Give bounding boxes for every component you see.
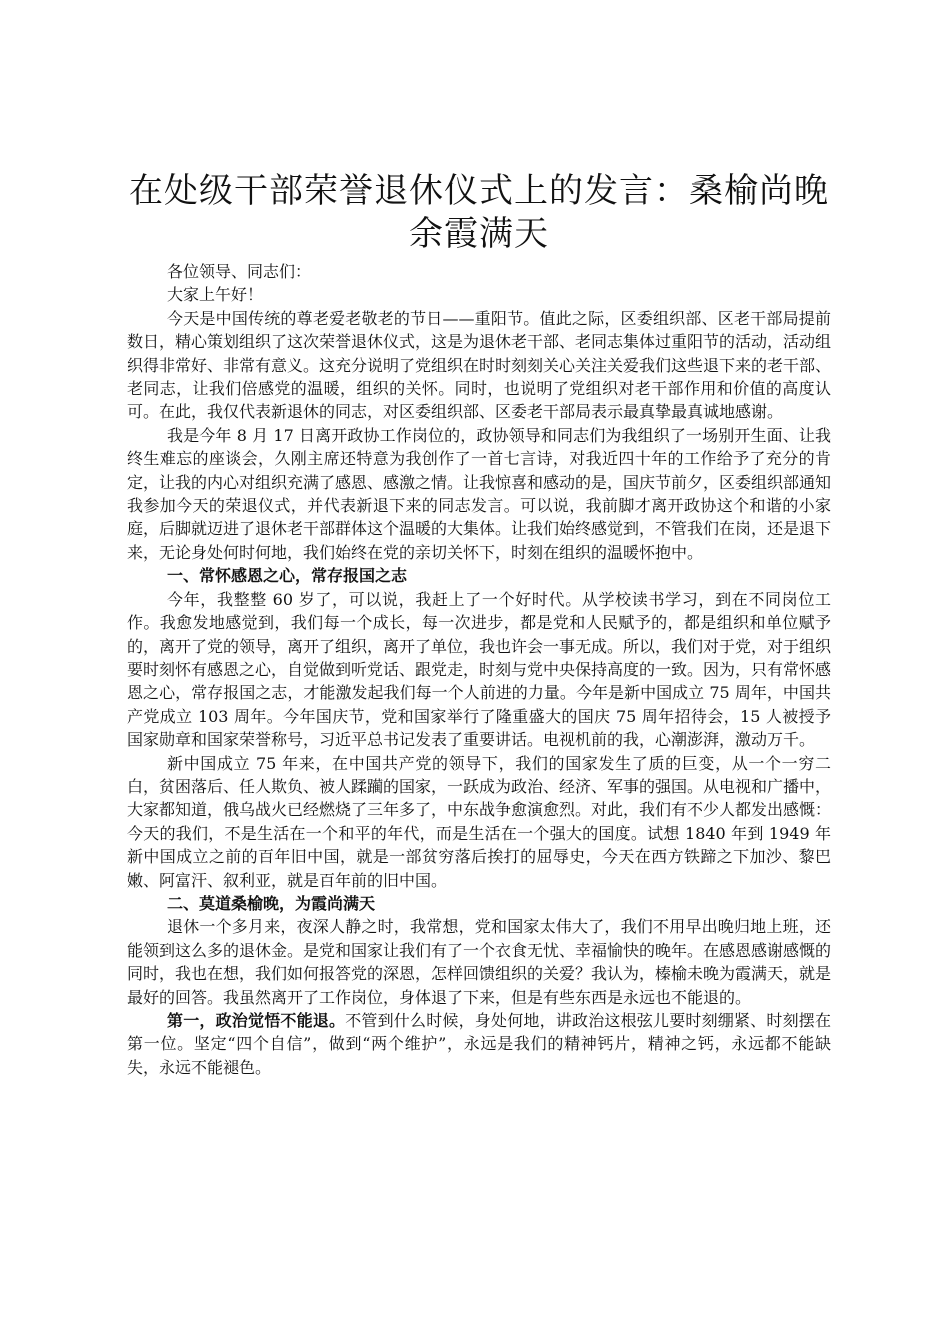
- section-heading-1: 一、常怀感恩之心，常存报国之志: [167, 566, 408, 586]
- paragraph-6: [127, 1009, 831, 1079]
- paragraph-3: 今年，我整整 60 岁了，可以说，我赶上了一个好时代。从学校读书学习，到在不同岗位工作。我愈发地感觉到，我们每一个成长，每一次进步，都是党和人民赋予的，都是组织和单位赋予的，离开了党的领导，离开了组织，离开了单位，我也许会一事无成。所以，我们对于党，对于组织要时刻怀有感恩之心，自觉做到听党话、跟党走，时刻与党中央保持高度的一致。因为，只有常怀感恩之心，常存报国之志，才能激发起我们每一个人前进的力量。今年是新中国成立 75 周年，中国共产党成立 103 周年。今年国庆节，党和国家举行了隆重盛大的国庆 75 周年招待会，15 人被授予国家勋章和国家荣誉称号，习近平总书记发表了重要讲话。电视机前的我，心潮澎湃，激动万千。: [127, 589, 832, 750]
- greeting-line: 各位领导、同志们：: [167, 262, 312, 281]
- salute-line: 大家上午好！: [167, 285, 264, 305]
- paragraph-5: 退休一个多月来，夜深人静之时，我常想，党和国家太伟大了，我们不用早出晚归地上班，还能领到这么多的退休金。是党和国家让我们有了一个衣食无忧、幸福愉快的晚年。在感恩感谢感慨的同时，我也在想，我们如何报答党的深恩，怎样回馈组织的关爱？我认为，榛榆未晚为霞满天，就是最好的回答。我虽然离开了工作岗位，身体退了下来，但是有些东西是永远也不能退的。: [127, 917, 832, 1007]
- paragraph-6-lead: 第一，政治觉悟不能退。: [167, 1011, 346, 1030]
- document-page: [127, 170, 831, 1079]
- paragraph-2: 我是今年 8 月 17 日离开政协工作岗位的，政协领导和同志们为我组织了一场别开生面、让我终生难忘的座谈会，久刚主席还特意为我创作了一首七言诗，对我近四十年的工作给予了充分的肯定，让我的内心对组织充满了感恩、感激之情。让我惊喜和感动的是，国庆节前夕，区委组织部通知我参加今天的荣退仪式，并代表新退下来的同志发言。可以说，我前脚才离开政协这个和谐的小家庭，后脚就迈进了退休老干部群体这个温暖的大集体。让我们始终感觉到，不管我们在岗，还是退下来，无论身处何时何地，我们始终在党的亲切关怀下，时刻在组织的温暖怀抱中。: [127, 425, 832, 562]
- paragraph-4: 新中国成立 75 年来，在中国共产党的领导下，我们的国家发生了质的巨变，从一个一穷二白，贫困落后、任人欺负、被人蹂躏的国家，一跃成为政治、经济、军事的强国。从电视和广播中，大家都知道，俄乌战火已经燃烧了三年多了，中东战争愈演愈烈。对此，我们有不少人都发出感慨：今天的我们，不是生活在一个和平的年代，而是生活在一个强大的国度。试想 1840 年到 1949 年新中国成立之前的百年旧中国，就是一部贫穷落后挨打的屈辱史，今天在西方铁蹄之下加沙、黎巴嫩、阿富汗、叙利亚，就是百年前的旧中国。: [127, 753, 832, 890]
- section-heading-2: 二、莫道桑榆晚，为霞尚满天: [167, 893, 376, 913]
- paragraph-6-body: 不管到什么时候，身处何地，讲政治这根弦儿要时刻绷紧、时刻摆在第一位。坚定“四个自信”，做到“两个维护”，永远是我们的精神钙片，精神之钙，永远都不能缺失，永远不能褪色。: [127, 1011, 831, 1077]
- document-title: 在处级干部荣誉退休仪式上的发言：桑榆尚晚余霞满天: [129, 171, 829, 254]
- paragraph-1: 今天是中国传统的尊老爱老敬老的节日——重阳节。值此之际，区委组织部、区老干部局提前数日，精心策划组织了这次荣誉退休仪式，这是为退休老干部、老同志集体过重阳节的活动，活动组织得非常好、非常有意义。这充分说明了党组织在时时刻刻关心关注关爱我们这些退下来的老干部、老同志，让我们倍感党的温暖，组织的关怀。同时，也说明了党组织对老干部作用和价值的高度认可。在此，我仅代表新退休的同志，对区委组织部、区委老干部局表示最真挚最真诚地感谢。: [127, 308, 832, 422]
